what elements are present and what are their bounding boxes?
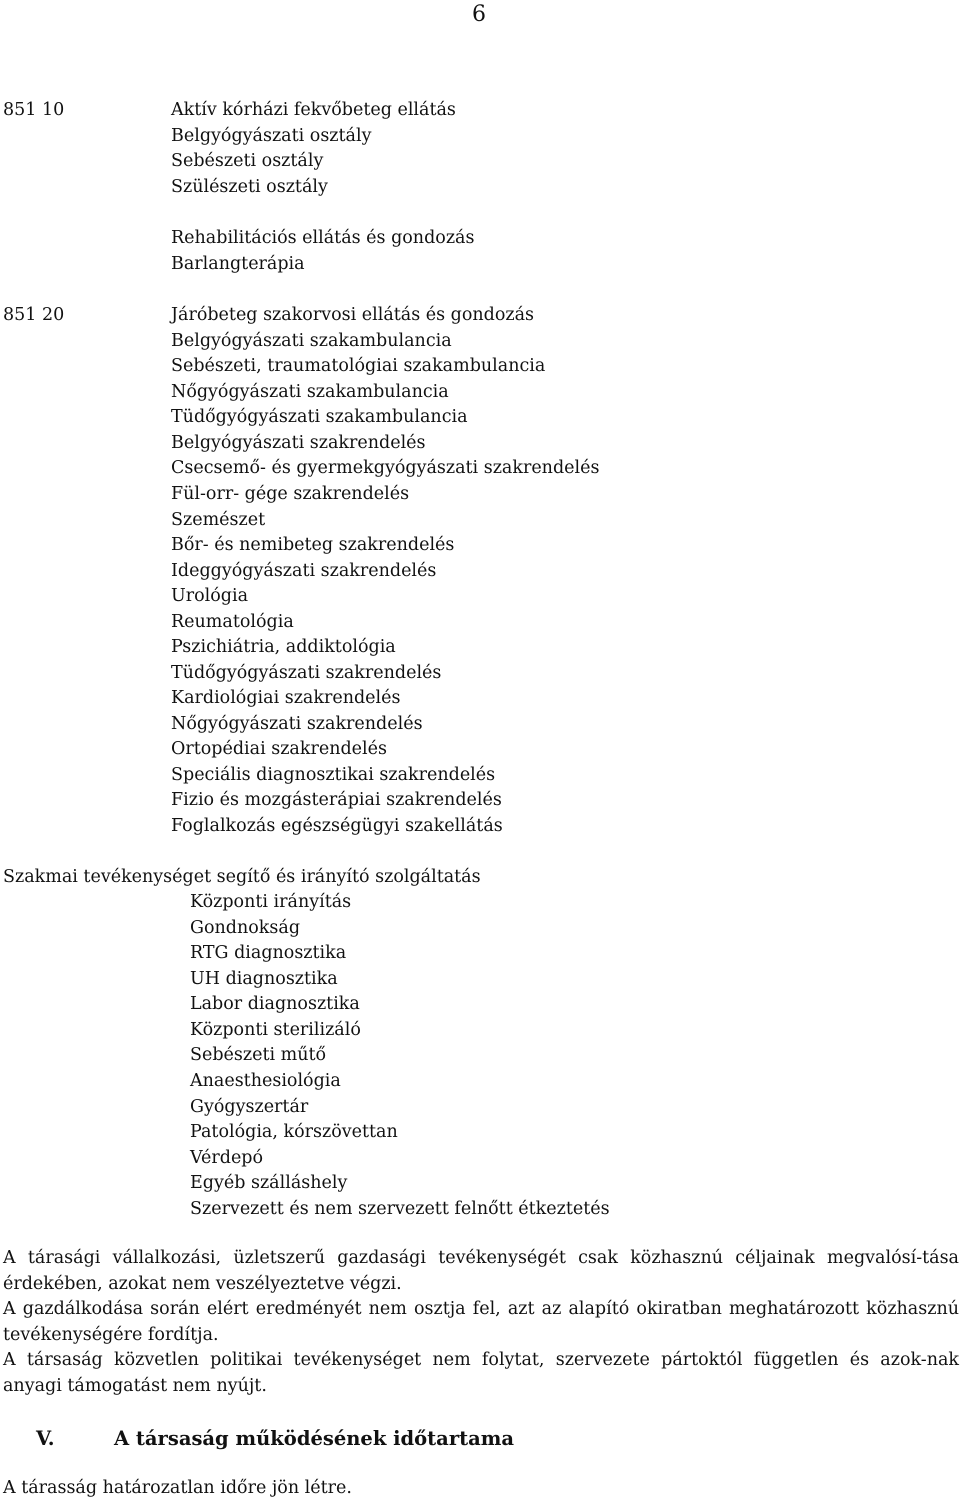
list-item: Tüdőgyógyászati szakambulancia [171, 407, 468, 427]
support-section-title: Szakmai tevékenységet segítő és irányító szolgáltatás [3, 867, 481, 887]
list-item: Urológia [171, 586, 249, 606]
list-item: Szemészet [171, 510, 266, 530]
list-item: Járóbeteg szakorvosi ellátás és gondozás [171, 305, 535, 325]
list-item: Ideggyógyászati szakrendelés [171, 561, 437, 581]
list-item: Ortopédiai szakrendelés [171, 739, 387, 759]
list-item: Csecsemő- és gyermekgyógyászati szakrendelés [171, 458, 600, 478]
list-item: RTG diagnosztika [190, 943, 347, 963]
list-item: Labor diagnosztika [190, 994, 360, 1014]
paragraph: A tárasági vállalkozási, üzletszerű gazdasági tevékenységét csak közhasznú céljainak megvalósí-tása érdekében, azokat nem veszélyeztetve végzi. [3, 1248, 959, 1294]
list-item: Központi sterilizáló [190, 1020, 361, 1040]
list-item: Szülészeti osztály [171, 177, 328, 197]
list-item: Vérdepó [190, 1148, 264, 1168]
list-item: UH diagnosztika [190, 969, 338, 989]
list-item: Sebészeti műtő [190, 1045, 327, 1065]
list-item: Kardiológiai szakrendelés [171, 688, 401, 708]
list-item: Rehabilitációs ellátás és gondozás [171, 228, 475, 248]
section-code-851-20: 851 20 [3, 305, 65, 325]
final-sentence: A tárasság határozatlan időre jön létre. [3, 1478, 352, 1498]
paragraph: A társaság közvetlen politikai tevékenységet nem folytat, szervezete pártoktól független és azok-nak anyagi támogatást nem nyújt. [3, 1350, 959, 1396]
list-item: Gyógyszertár [190, 1097, 309, 1117]
list-item: Belgyógyászati szakrendelés [171, 433, 426, 453]
list-item: Gondnokság [190, 918, 301, 938]
list-item: Bőr- és nemibeteg szakrendelés [171, 535, 455, 555]
list-item: Patológia, kórszövettan [190, 1122, 398, 1142]
list-item: Szervezett és nem szervezett felnőtt étkeztetés [190, 1199, 610, 1219]
section-heading-title: A társaság működésének időtartama [114, 1427, 514, 1450]
list-item: Belgyógyászati szakambulancia [171, 331, 452, 351]
section-heading-number: V. [36, 1427, 55, 1450]
list-item: Belgyógyászati osztály [171, 126, 372, 146]
list-item: Fül-orr- gége szakrendelés [171, 484, 410, 504]
list-item: Egyéb szálláshely [190, 1173, 348, 1193]
list-item: Reumatológia [171, 612, 294, 632]
list-item: Barlangterápia [171, 254, 305, 274]
list-item: Foglalkozás egészségügyi szakellátás [171, 816, 503, 836]
list-item: Anaesthesiológia [190, 1071, 341, 1091]
list-item: Fizio és mozgásterápiai szakrendelés [171, 790, 502, 810]
list-item: Nőgyógyászati szakrendelés [171, 714, 423, 734]
page-number: 6 [472, 2, 486, 27]
list-item: Központi irányítás [190, 892, 352, 912]
section-code-851-10: 851 10 [3, 100, 65, 120]
list-item: Speciális diagnosztikai szakrendelés [171, 765, 496, 785]
list-item: Nőgyógyászati szakambulancia [171, 382, 449, 402]
paragraph: A gazdálkodása során elért eredményét nem osztja fel, azt az alapító okiratban meghatározott közhasznú tevékenységére fordítja. [3, 1299, 959, 1345]
list-item: Tüdőgyógyászati szakrendelés [171, 663, 442, 683]
list-item: Sebészeti, traumatológiai szakambulancia [171, 356, 546, 376]
list-item: Sebészeti osztály [171, 151, 324, 171]
list-item: Pszichiátria, addiktológia [171, 637, 396, 657]
list-item: Aktív kórházi fekvőbeteg ellátás [171, 100, 456, 120]
